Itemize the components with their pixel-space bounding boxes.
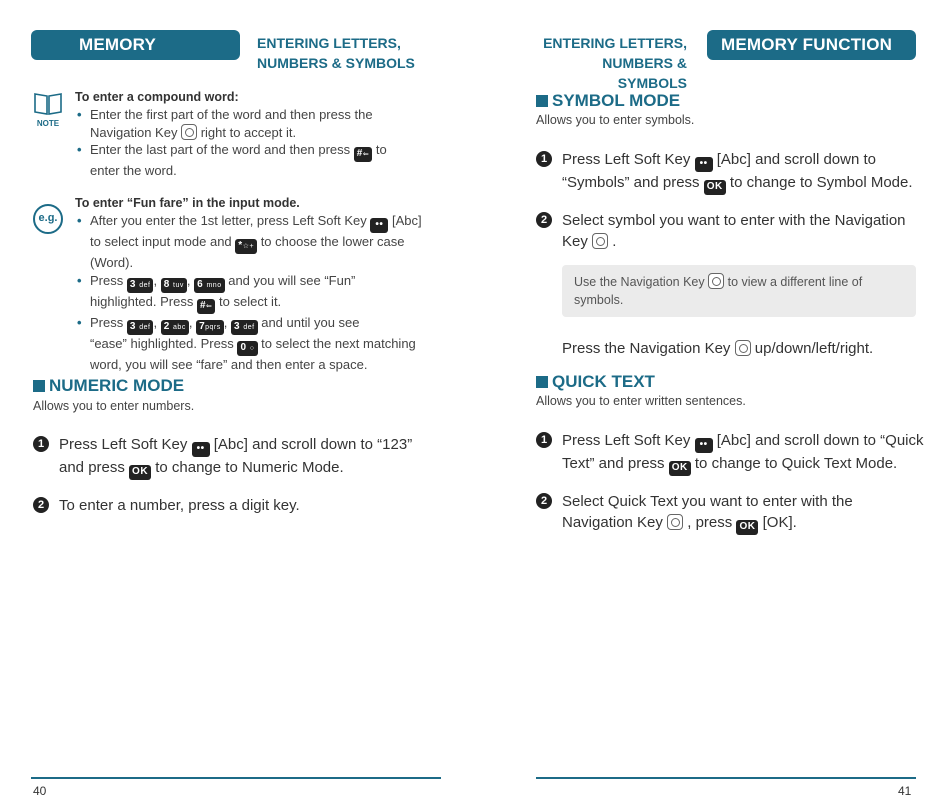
numeric-mode-subtitle: Allows you to enter numbers. <box>33 399 195 413</box>
note-label: NOTE <box>36 119 60 128</box>
example-bullet-3: • Press 3 def , 2 abc , 7pqrs , 3 def and until you see “ease” highlighted. Press 0 ○ to select the next matching word, you will see “fare” and then enter a space. <box>75 314 430 374</box>
press-navigation-text: Press the Navigation Key up/down/left/right. <box>562 340 874 357</box>
section-square-icon <box>536 376 548 388</box>
step-number-1: 1 <box>33 436 49 452</box>
quick-text-heading: QUICK TEXT <box>536 372 655 392</box>
symbol-mode-subtitle: Allows you to enter symbols. <box>536 113 695 127</box>
key-2-icon: 2 abc <box>161 320 189 335</box>
tip-box: Use the Navigation Key to view a different line of symbols. <box>562 265 916 317</box>
navigation-key-icon <box>181 124 197 140</box>
key-7-icon: 7pqrs <box>196 320 224 335</box>
right-header-subtitle: ENTERING LETTERS, NUMBERS & SYMBOLS <box>543 35 687 91</box>
hash-key-icon: #⇐ <box>197 299 215 314</box>
ok-key-icon: OK <box>129 465 151 480</box>
note-bullet-1: • Enter the first part of the word and then press the Navigation Key right to accept it. <box>75 106 425 141</box>
key-3-icon: 3 def <box>127 278 154 293</box>
numeric-step-1: 1 Press Left Soft Key •• [Abc] and scroll down to “123” and press OK to change to Numeric Mode. <box>33 434 433 480</box>
note-content <box>75 90 425 180</box>
numeric-step-2: 2 To enter a number, press a digit key. <box>33 495 433 516</box>
step-number-2: 2 <box>536 493 552 509</box>
note-bullet-2: • Enter the last part of the word and then press #⇐ to enter the word. <box>75 141 425 180</box>
left-soft-key-icon: •• <box>192 442 210 457</box>
example-icon: e.g. <box>33 204 63 234</box>
left-header-pill: MEMORY FUNCTION <box>31 30 240 60</box>
ok-key-icon: OK <box>736 520 758 535</box>
example-title: To enter “Fun fare” in the input mode. <box>75 196 300 210</box>
ok-key-icon: OK <box>669 461 691 476</box>
example-content <box>75 196 430 373</box>
symbol-mode-heading: SYMBOL MODE <box>536 91 680 111</box>
left-footer-line <box>31 777 441 779</box>
left-soft-key-icon: •• <box>695 438 713 453</box>
symbol-step-2: 2 Select symbol you want to enter with the Navigation Key . <box>536 210 926 252</box>
note-icon <box>31 90 65 128</box>
left-soft-key-icon: •• <box>695 157 713 172</box>
hash-key-icon: #⇐ <box>354 147 372 162</box>
quick-text-subtitle: Allows you to enter written sentences. <box>536 394 746 408</box>
navigation-key-icon <box>592 233 608 249</box>
key-0-icon: 0 ○ <box>237 341 257 356</box>
numeric-mode-heading: NUMERIC MODE <box>33 376 184 396</box>
quick-step-2: 2 Select Quick Text you want to enter with the Navigation Key , press OK [OK]. <box>536 491 926 535</box>
star-key-icon: *☆+ <box>235 239 257 254</box>
key-8-icon: 8 tuv <box>161 278 187 293</box>
right-header-pill: MEMORY FUNCTION <box>707 30 916 60</box>
left-header-subtitle: ENTERING LETTERS, NUMBERS & SYMBOLS <box>257 35 415 71</box>
navigation-key-icon <box>667 514 683 530</box>
ok-key-icon: OK <box>704 180 726 195</box>
left-soft-key-icon: •• <box>370 218 388 233</box>
key-3-icon: 3 def <box>231 320 258 335</box>
navigation-key-icon <box>708 273 724 289</box>
step-number-1: 1 <box>536 432 552 448</box>
quick-step-1: 1 Press Left Soft Key •• [Abc] and scroll down to “Quick Text” and press OK to change to Quick Text Mode. <box>536 430 926 476</box>
key-6-icon: 6 mno <box>194 278 224 293</box>
example-bullet-1: • After you enter the 1st letter, press Left Soft Key •• [Abc] to select input mode and *☆+ to choose the lower case (Word). <box>75 212 430 272</box>
section-square-icon <box>33 380 45 392</box>
key-3-icon: 3 def <box>127 320 154 335</box>
left-page-number: 40 <box>33 784 47 798</box>
step-number-1: 1 <box>536 151 552 167</box>
right-footer-line <box>536 777 916 779</box>
symbol-step-1: 1 Press Left Soft Key •• [Abc] and scroll down to “Symbols” and press OK to change to Symbol Mode. <box>536 149 926 195</box>
section-square-icon <box>536 95 548 107</box>
note-title: To enter a compound word: <box>75 90 239 104</box>
book-icon <box>33 90 63 116</box>
navigation-key-icon <box>735 340 751 356</box>
step-number-2: 2 <box>536 212 552 228</box>
example-bullet-2: • Press 3 def , 8 tuv , 6 mno and you will see “Fun” highlighted. Press #⇐ to select it. <box>75 272 430 314</box>
right-page-number: 41 <box>898 784 912 798</box>
step-number-2: 2 <box>33 497 49 513</box>
